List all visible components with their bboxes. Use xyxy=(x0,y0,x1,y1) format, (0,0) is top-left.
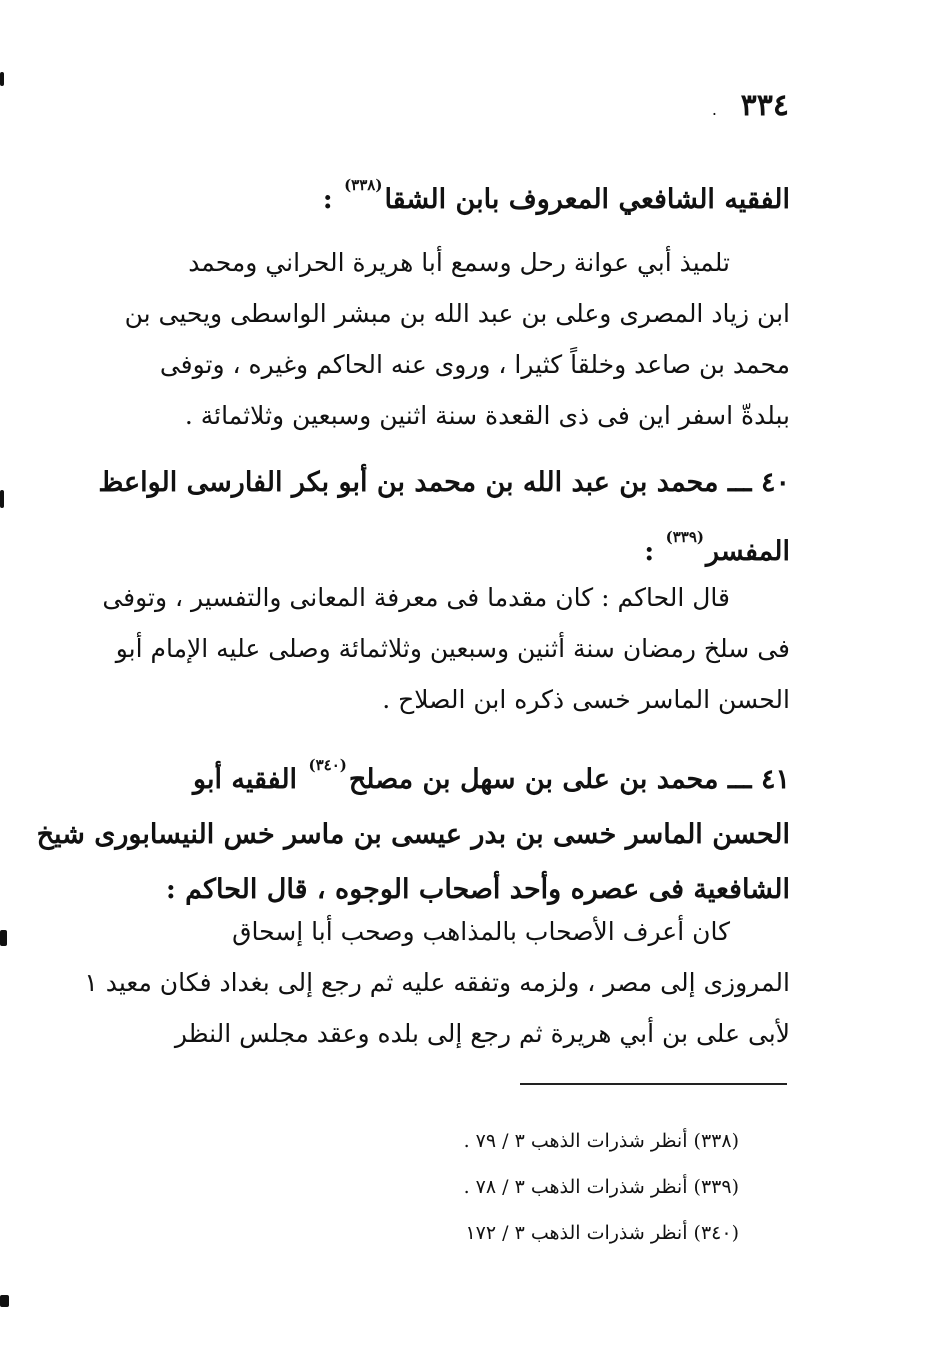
footnotes xyxy=(464,1118,739,1256)
scan-edge-mark xyxy=(0,490,4,508)
entry-40-heading-line-2: المفسر xyxy=(706,536,790,567)
footnote-ref-338: (٣٣٨) xyxy=(344,176,383,194)
footnote-divider xyxy=(520,1083,787,1085)
entry-41-line-1: كان أعرف الأصحاب بالمذاهب وصحب أبا إسحاق xyxy=(232,917,730,946)
entry-41-heading-line-1a: ٤١ ـــ محمد بن على بن سهل بن مصلح xyxy=(348,764,790,795)
entry-40-heading-colon: : xyxy=(644,536,655,567)
entry-41-heading-line-1b: الفقيه أبو xyxy=(193,764,298,795)
footnote-ref-340: (٣٤٠) xyxy=(308,756,347,774)
footnote-ref-339: (٣٣٩) xyxy=(665,528,705,546)
intro-heading xyxy=(128,158,790,227)
entry-41-heading-line-3: الشافعية فى عصره وأحد أصحاب الوجوه ، قال الحاكم : xyxy=(165,874,790,905)
scan-edge-mark xyxy=(0,72,4,86)
entry-40-line-2: فى سلخ رمضان سنة أثنين وسبعين وثلاثمائة وصلى عليه الإمام أبو xyxy=(115,634,790,663)
footnote-338: (٣٣٨) أنظر شذرات الذهب ٣ / ٧٩ . xyxy=(463,1130,739,1152)
intro-heading-text: الفقيه الشافعي المعروف بابن الشقا xyxy=(384,184,790,215)
entry-40-body xyxy=(102,572,790,725)
intro-line-2: ابن زياد المصرى وعلى بن عبد الله بن مبشر الواسطى ويحيى بن xyxy=(124,299,790,328)
footnote-339: (٣٣٩) أنظر شذرات الذهب ٣ / ٧٨ . xyxy=(463,1176,739,1198)
entry-40-heading-line-1: ٤٠ ـــ محمد بن عبد الله بن محمد بن أبو بكر الفارسى الواعظ xyxy=(98,467,790,498)
entry-40-line-3: الحسن الماسر خسى ذكره ابن الصلاح . xyxy=(382,685,790,714)
intro-line-3: محمد بن صاعد وخلقاً كثيرا ، وروى عنه الحاكم وغيره ، وتوفى xyxy=(159,350,790,379)
page-number-dot: . xyxy=(711,100,717,119)
entry-41-heading-line-2: الحسن الماسر خسى بن بدر عيسى بن ماسر خس النيسابورى شيخ xyxy=(36,819,790,850)
scan-edge-mark xyxy=(0,930,7,946)
entry-41-body xyxy=(84,906,790,1059)
page-number: ٣٣٤ xyxy=(740,88,789,123)
entry-41-line-2: المروزى إلى مصر ، ولزمه وتفقه عليه ثم رجع إلى بغداد فكان معيد ١ xyxy=(84,968,790,997)
entry-40-line-1: قال الحاكم : كان مقدما فى معرفة المعانى والتفسير ، وتوفى xyxy=(102,583,730,612)
footnote-340: (٣٤٠) أنظر شذرات الذهب ٣ / ١٧٢ xyxy=(465,1222,739,1244)
intro-line-4: ببلدةّ اسفر اين فى ذى القعدة سنة اثنين وسبعين وثلاثمائة . xyxy=(184,401,790,430)
intro-body xyxy=(124,237,790,441)
scan-edge-mark xyxy=(0,1295,9,1307)
entry-41-heading xyxy=(36,738,790,917)
entry-41-line-3: لأبى على بن أبي هريرة ثم رجع إلى بلده وعقد مجلس النظر xyxy=(174,1019,790,1048)
intro-heading-colon: : xyxy=(322,184,333,215)
entry-40-heading xyxy=(98,455,790,579)
intro-line-1: تلميذ أبي عوانة رحل وسمع أبا هريرة الحراني ومحمد xyxy=(188,248,730,277)
